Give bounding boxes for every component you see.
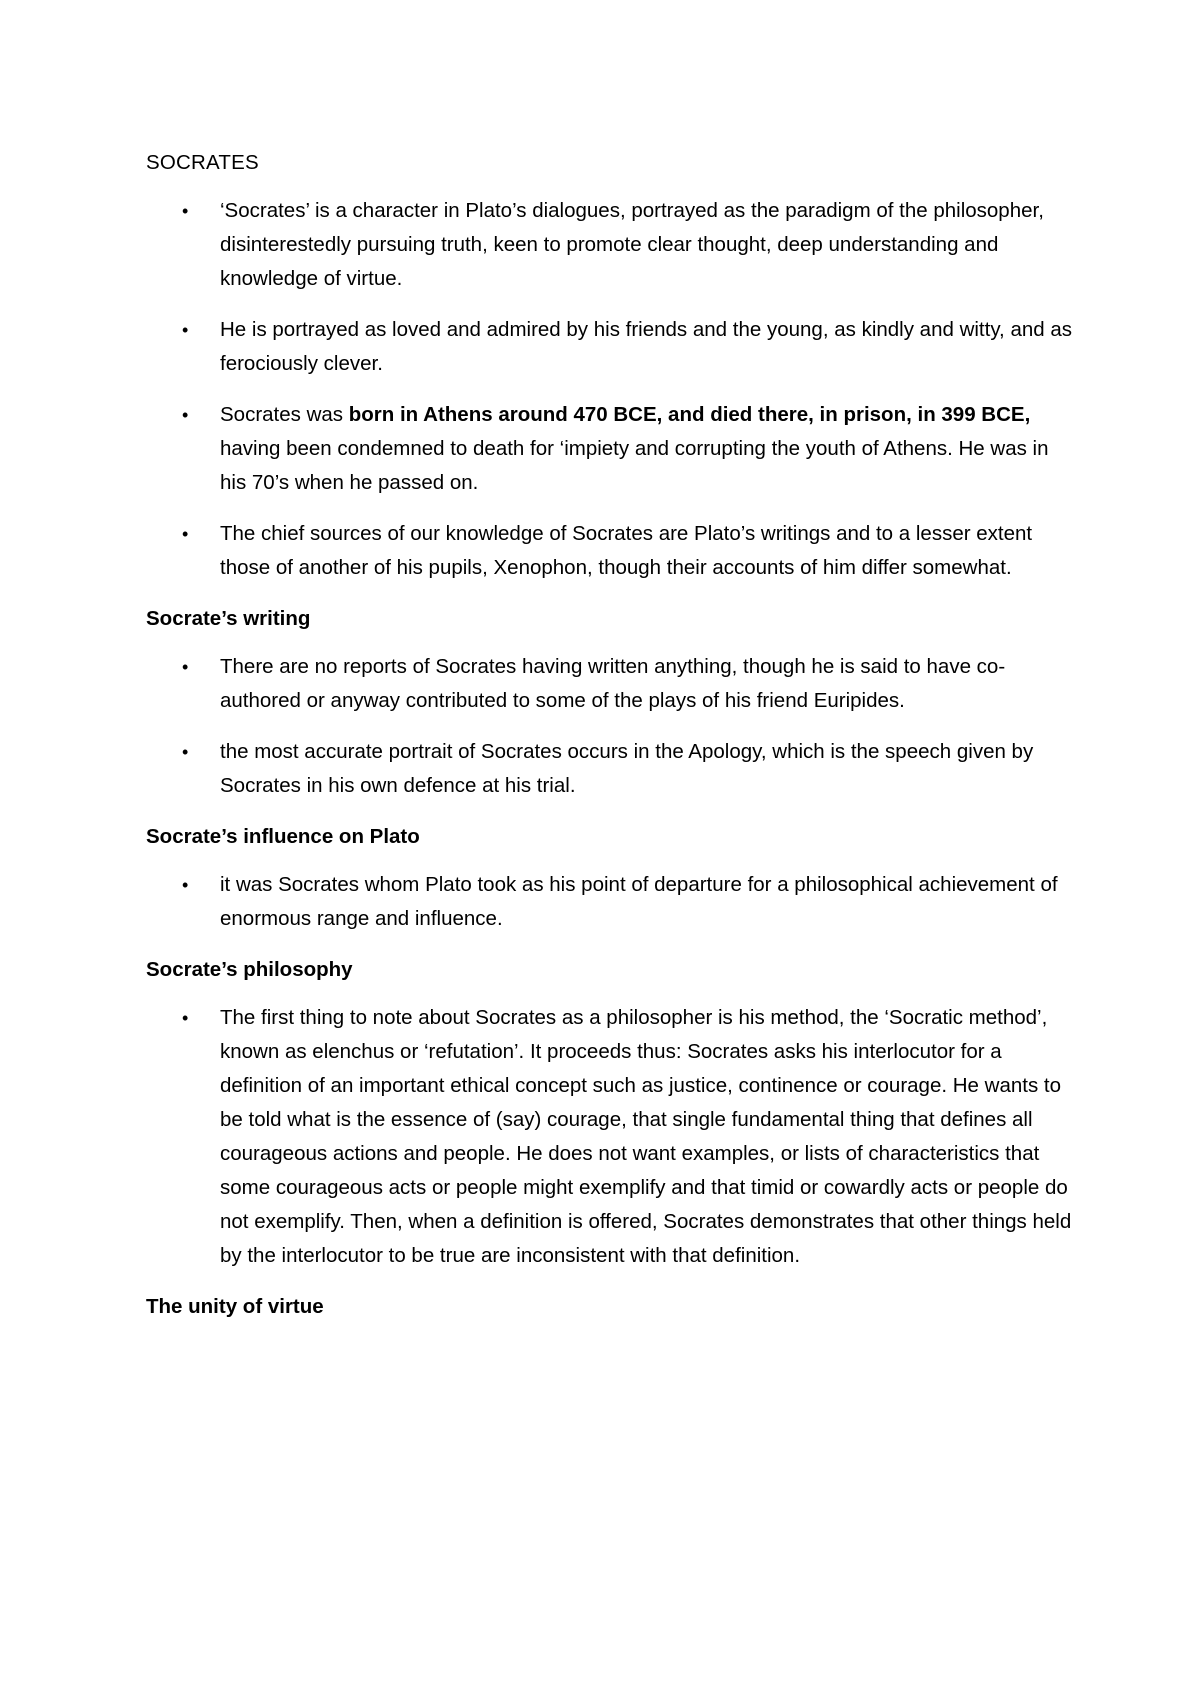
section-heading-writing: Socrate’s writing [146, 607, 311, 630]
list-item [146, 650, 1076, 718]
list-item [146, 868, 1076, 936]
bullet-icon: • [182, 201, 189, 221]
list-item [146, 398, 1076, 500]
document-body [146, 146, 1076, 1338]
bullet-text: The first thing to note about Socrates as a philosopher is his method, the ‘Socratic method’, known as elenchus or ‘refutation’. It proceeds thus: Socrates asks his interlocutor for a definition of an important ethical concept such as justice, continence or courage. He wants to be told what is the essence of (say) courage, that single fundamental thing that defines all courageous actions and people. He does not want examples, or lists of characteristics that some courageous acts or people might exemplify and that timid or cowardly acts or people do not exemplify. Then, when a definition is offered, Socrates demonstrates that other things held by the interlocutor to be true are inconsistent with that definition. [220, 1006, 1072, 1267]
bullet-icon: • [182, 657, 189, 677]
writing-bullet-list [146, 650, 1076, 803]
intro-bullet-list [146, 194, 1076, 585]
bullet-icon: • [182, 405, 189, 425]
bullet-text: it was Socrates whom Plato took as his point of departure for a philosophical achievement of enormous range and influence. [220, 873, 1058, 930]
section-heading-influence: Socrate’s influence on Plato [146, 825, 420, 848]
bullet-icon: • [182, 1008, 189, 1028]
list-item [146, 517, 1076, 585]
bullet-text: The chief sources of our knowledge of Socrates are Plato’s writings and to a lesser extent those of another of his pupils, Xenophon, though their accounts of him differ somewhat. [220, 522, 1033, 579]
list-item [146, 1001, 1076, 1273]
bullet-text-before: Socrates was [220, 403, 349, 426]
bullet-text: He is portrayed as loved and admired by his friends and the young, as kindly and witty, and as ferociously clever. [220, 318, 1072, 375]
bullet-icon: • [182, 875, 189, 895]
bullet-text: There are no reports of Socrates having written anything, though he is said to have co-authored or anyway contributed to some of the plays of his friend Euripides. [220, 655, 1006, 712]
bullet-icon: • [182, 742, 189, 762]
influence-bullet-list [146, 868, 1076, 936]
bullet-text-after: having been condemned to death for ‘impiety and corrupting the youth of Athens. He was in his 70’s when he passed on. [220, 437, 1049, 494]
section-heading-unity-of-virtue: The unity of virtue [146, 1295, 324, 1318]
bullet-text-bold: born in Athens around 470 BCE, and died there, in prison, in 399 BCE, [348, 403, 1031, 426]
document-title: SOCRATES [146, 151, 259, 174]
bullet-text: the most accurate portrait of Socrates occurs in the Apology, which is the speech given by Socrates in his own defence at his trial. [220, 740, 1034, 797]
section-heading-philosophy: Socrate’s philosophy [146, 958, 353, 981]
bullet-text: ‘Socrates’ is a character in Plato’s dialogues, portrayed as the paradigm of the philosopher, disinterestedly pursuing truth, keen to promote clear thought, deep understanding and knowledge of virtue. [220, 199, 1044, 290]
bullet-icon: • [182, 524, 189, 544]
list-item [146, 313, 1076, 381]
philosophy-bullet-list [146, 1001, 1076, 1273]
list-item [146, 194, 1076, 296]
list-item [146, 735, 1076, 803]
bullet-icon: • [182, 320, 189, 340]
